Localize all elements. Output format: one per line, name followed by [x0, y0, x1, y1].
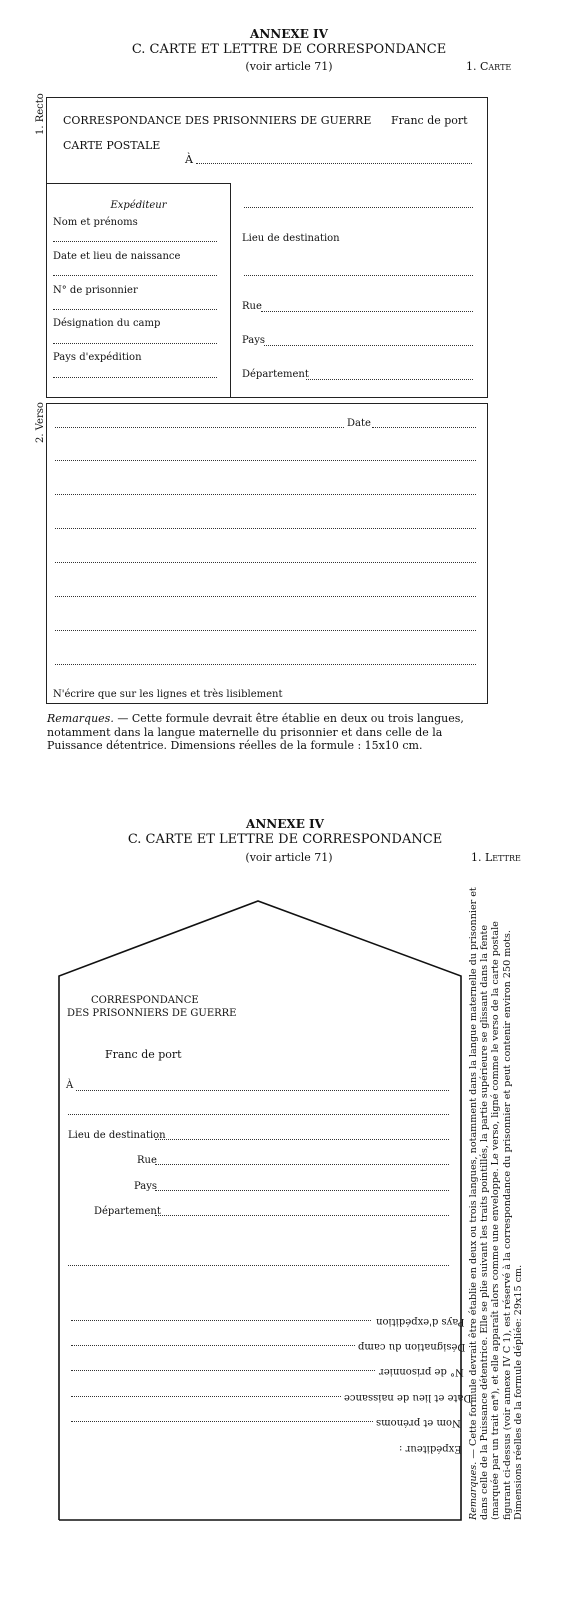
letter-address-line: [68, 1114, 449, 1115]
letter-sender-field: Désignation du camp: [358, 1341, 466, 1352]
letter-rue-label: Rue: [137, 1155, 157, 1166]
letter-franc-de-port: Franc de port: [105, 1048, 182, 1061]
letter-lieu-label: Lieu de destination: [68, 1130, 166, 1141]
letter-sender-field: Date et lieu de naissance: [344, 1392, 472, 1403]
card-sender-field: Désignation du camp: [53, 318, 161, 329]
card-sender-field: Pays d'expédition: [53, 352, 142, 363]
letter-remarks-text: — Cette formule devrait être établie en deux ou trois langues, notamment dans la langue maternelle du prisonnier et dans celle de la Puissance détentrice. Elle se plie suivant les traits pointillés, la partie supérieure se glissant dans la fente (marquée par un trait en*), et elle apparaît alors comme une enveloppe. Le verso, ligné comme le verso de la carte postale figurant ci-dessus (voir annexe IV C 1), est réservé à la correspondance du prisonnier et peut contenir environ 250 mots. Dimensions réelles de la formule dépliée: 29x15 cm.: [468, 887, 524, 1520]
letter-remarks-label: Remarques.: [468, 1461, 479, 1520]
letter-expediteur-label: Expéditeur :: [399, 1443, 462, 1454]
letter-sender-field: N° de prisonnier: [379, 1366, 464, 1377]
letter-article-ref: (voir article 71): [245, 851, 333, 864]
letter-pays-line: [155, 1190, 449, 1191]
card-article-ref: (voir article 71): [245, 60, 333, 73]
card-sender-field: N° de prisonnier: [53, 285, 138, 296]
letter-a-label: À: [66, 1080, 74, 1091]
letter-a-line: [76, 1090, 449, 1091]
letter-pays-label: Pays: [134, 1181, 158, 1192]
letter-sender-line: [71, 1396, 341, 1397]
card-postale-label: CARTE POSTALE: [63, 139, 161, 152]
card-lieu-label: Lieu de destination: [242, 233, 340, 244]
letter-sender-line: [71, 1370, 375, 1371]
letter-sender-field: Nom et prénoms: [376, 1417, 461, 1428]
letter-title-line1: CORRESPONDANCE: [91, 995, 199, 1006]
card-expediteur-heading: Expéditeur: [110, 200, 167, 211]
card-date-label: Date: [347, 418, 371, 429]
letter-title-line2: DES PRISONNIERS DE GUERRE: [67, 1008, 237, 1019]
card-annexe-title: ANNEXE IV: [250, 27, 328, 41]
card-heading: C. CARTE ET LETTRE DE CORRESPONDANCE: [131, 42, 447, 57]
card-franc-de-port: Franc de port: [391, 114, 468, 127]
card-departement-label: Département: [242, 369, 309, 380]
letter-sender-field: Pays d'expédition: [376, 1316, 465, 1327]
letter-kind-label: 1. Lettre: [471, 851, 521, 864]
verso-label: 2. Verso: [35, 402, 46, 443]
recto-label: 1. Recto: [35, 93, 46, 135]
card-remarks-text: — Cette formule devrait être établie en deux ou trois langues, notamment dans la langue maternelle du prisonnier et dans celle de la Puissance détentrice. Dimensions réelles de la formule : 15x10 cm.: [47, 712, 464, 752]
letter-lieu-line: [155, 1139, 449, 1140]
letter-heading: C. CARTE ET LETTRE DE CORRESPONDANCE: [127, 832, 443, 847]
card-instruction: N'écrire que sur les lignes et très lisiblement: [53, 689, 283, 700]
letter-annexe-title: ANNEXE IV: [246, 817, 324, 831]
card-rue-label: Rue: [242, 301, 262, 312]
card-pays-label: Pays: [242, 335, 266, 346]
letter-departement-line: [155, 1215, 449, 1216]
letter-sender-line: [71, 1421, 373, 1422]
letter-sender-line: [71, 1345, 355, 1346]
letter-sender-line: [71, 1320, 371, 1321]
card-sender-field: Date et lieu de naissance: [53, 251, 181, 262]
card-title: CORRESPONDANCE DES PRISONNIERS DE GUERRE: [63, 114, 372, 127]
card-sender-field: Nom et prénoms: [53, 217, 138, 228]
letter-remarks: [468, 880, 524, 1520]
card-a-label: À: [185, 153, 193, 166]
letter-address-line: [68, 1265, 449, 1266]
letter-departement-label: Département: [94, 1206, 161, 1217]
letter-rue-line: [155, 1164, 449, 1165]
card-remarks-label: Remarques.: [47, 712, 114, 725]
card-kind-label: 1. Carte: [466, 60, 512, 73]
